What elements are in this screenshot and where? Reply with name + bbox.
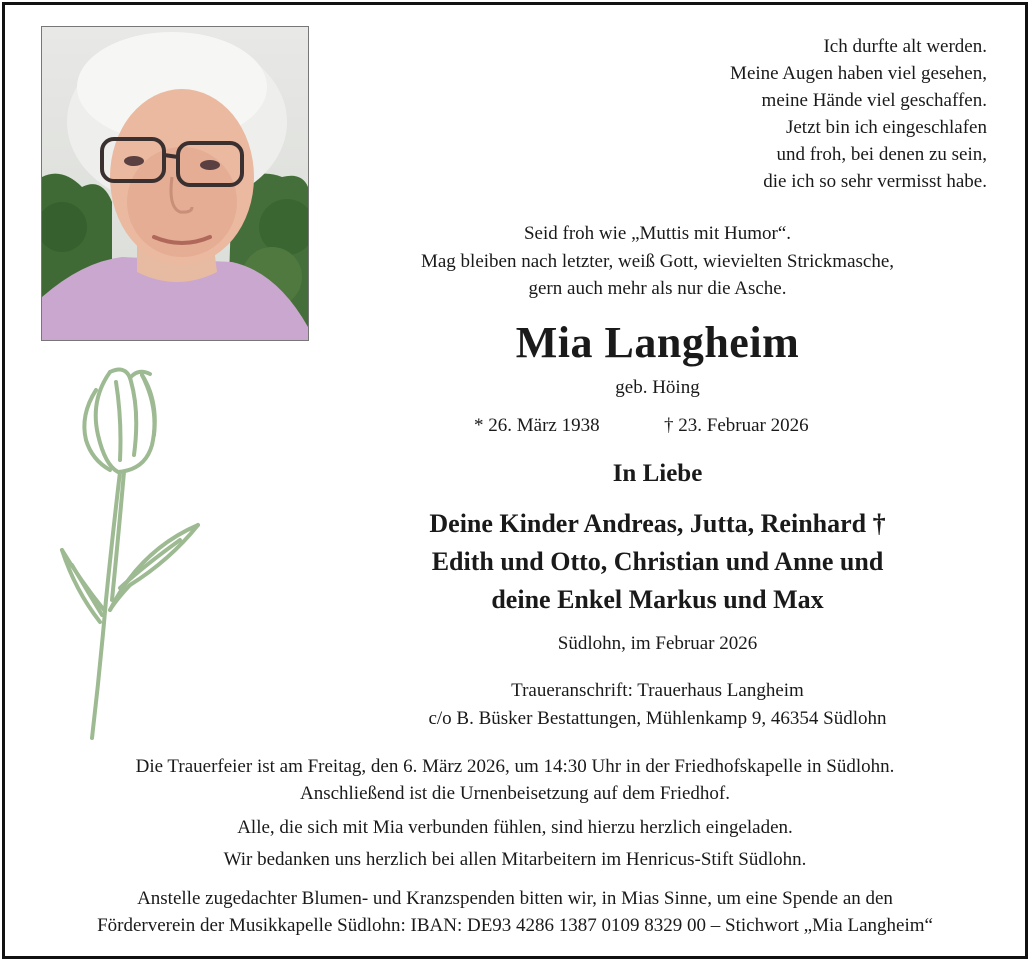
birth-date: * 26. März 1938 <box>474 415 600 436</box>
poem-line: und froh, bei denen zu sein, <box>776 144 987 165</box>
poem-line: Seid froh wie „Muttis mit Humor“. <box>523 223 792 244</box>
place-date: Südlohn, im Februar 2026 <box>557 633 758 654</box>
poem-line: meine Hände viel geschaffen. <box>761 90 987 111</box>
thanks <box>0 846 1030 873</box>
address-line: c/o B. Büsker Bestattungen, Mühlenkamp 9, 46354 Südlohn <box>428 707 887 729</box>
portrait-photo <box>41 26 309 341</box>
family-list <box>325 505 990 619</box>
in-love-heading: In Liebe <box>612 460 703 487</box>
rose-icon <box>50 360 220 745</box>
poem-line: Jetzt bin ich eingeschlafen <box>785 117 987 138</box>
service-line: Anschließend ist die Urnenbeisetzung auf dem Friedhof. <box>299 783 731 804</box>
mourning-address <box>325 677 990 732</box>
invitation-line: Alle, die sich mit Mia verbunden fühlen, sind hierzu herzlich eingeladen. <box>237 817 793 838</box>
poem-line: Mag bleiben nach letzter, weiß Gott, wievielten Strickmasche, <box>420 250 895 272</box>
death-date: † 23. Februar 2026 <box>664 415 809 436</box>
family-line: Edith und Otto, Christian und Anne und <box>431 547 884 576</box>
address-line: Traueranschrift: Trauerhaus Langheim <box>511 680 804 701</box>
poem-line: gern auch mehr als nur die Asche. <box>528 278 787 299</box>
birth-name: geb. Höing <box>615 377 700 398</box>
poem-top <box>567 33 987 195</box>
poem-middle <box>325 220 990 303</box>
service-info <box>0 753 1030 807</box>
poem-line: die ich so sehr vermisst habe. <box>763 171 987 192</box>
service-line: Die Trauerfeier ist am Freitag, den 6. März 2026, um 14:30 Uhr in der Friedhofskapelle in Südlohn. <box>135 756 895 777</box>
family-line: deine Enkel Markus und Max <box>491 585 824 614</box>
donation-line: Anstelle zugedachter Blumen- und Kranzspenden bitten wir, in Mias Sinne, um eine Spende an den <box>137 888 893 909</box>
family-line: Deine Kinder Andreas, Jutta, Reinhard † <box>429 509 886 538</box>
donation-line: Förderverein der Musikkapelle Südlohn: IBAN: DE93 4286 1387 0109 8329 00 – Stichwort „Mia Langheim“ <box>97 915 933 936</box>
invitation <box>0 814 1030 841</box>
poem-line: Ich durfte alt werden. <box>823 36 987 57</box>
deceased-name: Mia Langheim <box>515 318 800 367</box>
donation-info <box>0 885 1030 939</box>
poem-line: Meine Augen haben viel gesehen, <box>730 63 987 84</box>
thanks-line: Wir bedanken uns herzlich bei allen Mitarbeitern im Henricus-Stift Südlohn. <box>223 849 807 870</box>
